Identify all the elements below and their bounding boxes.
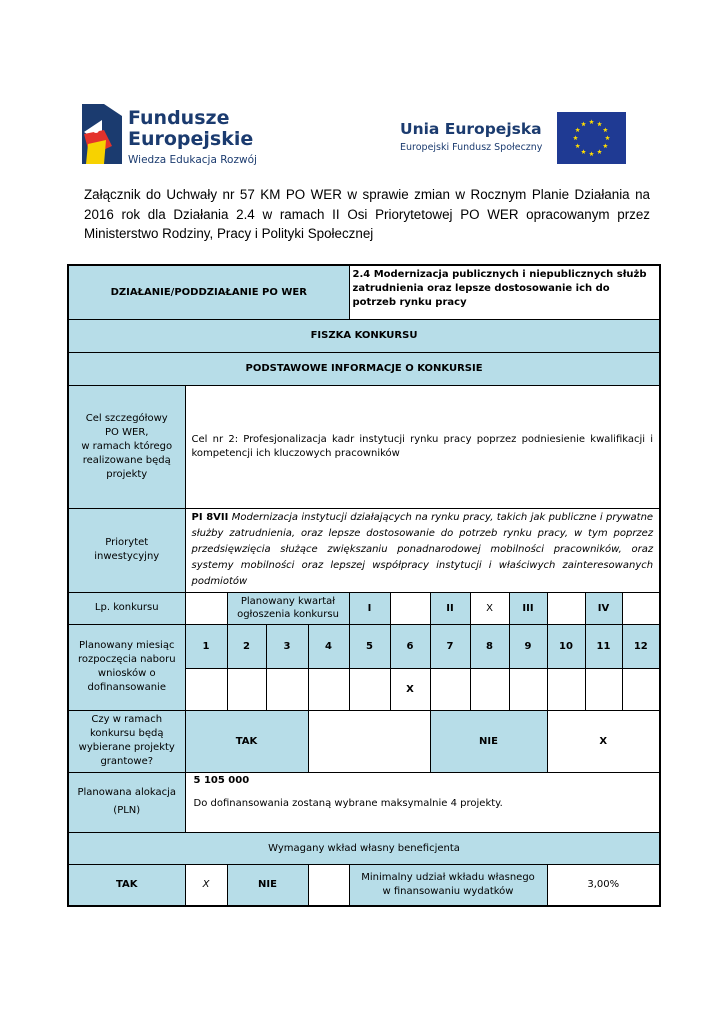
cel-label-line-2: PO WER, xyxy=(105,426,149,438)
kwartal-label: Planowany kwartał ogłoszenia konkursu xyxy=(227,592,349,624)
wklad-nie: NIE xyxy=(227,864,308,906)
month-12: 12 xyxy=(622,624,660,668)
miesiac-label: Planowany miesiąc rozpoczęcia naboru wniosków o dofinansowanie xyxy=(68,624,185,710)
cel-label-line-3: w ramach którego xyxy=(81,440,173,452)
month-1: 1 xyxy=(185,624,227,668)
kwartal-iv-value xyxy=(622,592,660,624)
alokacja-value xyxy=(185,772,660,832)
fe-logo-line-1: Fundusze xyxy=(128,107,230,129)
grantowe-tak: TAK xyxy=(185,710,308,772)
kwartal-ii-mark: X xyxy=(470,592,509,624)
kwartal-iv: IV xyxy=(585,592,622,624)
month-4: 4 xyxy=(308,624,349,668)
lp-konkursu-value xyxy=(185,592,227,624)
kwartal-ii: II xyxy=(430,592,470,624)
wklad-min-value: 3,00% xyxy=(547,864,660,906)
grantowe-nie-mark: X xyxy=(547,710,660,772)
month-9: 9 xyxy=(509,624,547,668)
wklad-wlasny-header: Wymagany wkład własny beneficjenta xyxy=(68,832,660,864)
priorytet-label xyxy=(68,508,185,592)
kwartal-iii: III xyxy=(509,592,547,624)
month-11-value xyxy=(585,668,622,710)
kwartal-iii-value xyxy=(547,592,585,624)
month-3: 3 xyxy=(266,624,308,668)
grantowe-nie: NIE xyxy=(430,710,547,772)
month-5: 5 xyxy=(349,624,390,668)
wklad-nie-value xyxy=(308,864,349,906)
month-2-value xyxy=(227,668,266,710)
grantowe-label: Czy w ramach konkursu będą wybierane projekty grantowe? xyxy=(68,710,185,772)
alokacja-label xyxy=(68,772,185,832)
lp-konkursu-label: Lp. konkursu xyxy=(68,592,185,624)
month-5-value xyxy=(349,668,390,710)
priorytet-label-line-2: inwestycyjny xyxy=(94,551,160,562)
ue-logo-line-1: Unia Europejska xyxy=(400,120,542,138)
competition-sheet-table xyxy=(67,264,661,907)
dzialanie-value: 2.4 Modernizacja publicznych i niepublicznych służb zatrudnienia oraz lepsze dostosowanie ich do potrzeb rynku pracy xyxy=(349,265,660,319)
cel-label-line-1: Cel szczegółowy xyxy=(85,412,168,424)
eu-flag-icon xyxy=(557,112,626,164)
month-8-value xyxy=(470,668,509,710)
kwartal-i: I xyxy=(349,592,390,624)
unia-europejska-logo xyxy=(400,112,626,164)
month-12-value xyxy=(622,668,660,710)
wklad-tak: TAK xyxy=(68,864,185,906)
fundusze-europejskie-mark-icon xyxy=(82,100,124,166)
podstawowe-informacje-header: PODSTAWOWE INFORMACJE O KONKURSIE xyxy=(68,352,660,385)
month-7-value xyxy=(430,668,470,710)
cel-label-line-4: realizowane będą xyxy=(82,454,171,466)
fe-logo-line-2: Europejskie xyxy=(128,128,254,150)
wklad-min-label-line-2: w finansowaniu wydatków xyxy=(382,885,514,897)
month-10: 10 xyxy=(547,624,585,668)
month-4-value xyxy=(308,668,349,710)
cel-label-line-5: projekty xyxy=(106,468,148,480)
month-6-mark: X xyxy=(390,668,430,710)
fundusze-europejskie-logo xyxy=(82,100,272,170)
ue-logo-line-2: Europejski Fundusz Społeczny xyxy=(400,142,543,153)
attachment-intro-text: Załącznik do Uchwały nr 57 KM PO WER w sprawie zmian w Rocznym Planie Działania na 2016 rok dla Działania 2.4 w ramach II Osi Priorytetowej PO WER opracowanym przez Ministerstwo Rodziny, Pracy i Polityki Społecznej xyxy=(84,187,650,241)
wklad-min-label xyxy=(349,864,547,906)
alokacja-label-line-2: (PLN) xyxy=(113,805,141,816)
fiszka-konkursu-header: FISZKA KONKURSU xyxy=(68,319,660,352)
month-3-value xyxy=(266,668,308,710)
fe-logo-line-3: Wiedza Edukacja Rozwój xyxy=(128,154,257,166)
month-2: 2 xyxy=(227,624,266,668)
month-10-value xyxy=(547,668,585,710)
priorytet-code: PI 8VII xyxy=(191,512,229,523)
month-8: 8 xyxy=(470,624,509,668)
priorytet-value xyxy=(185,508,660,592)
kwartal-i-value xyxy=(390,592,430,624)
month-1-value xyxy=(185,668,227,710)
month-7: 7 xyxy=(430,624,470,668)
grantowe-tak-value xyxy=(308,710,430,772)
priorytet-label-line-1: Priorytet xyxy=(105,537,149,548)
cel-szczegolowy-label xyxy=(68,385,185,508)
month-6: 6 xyxy=(390,624,430,668)
alokacja-label-line-1: Planowana alokacja xyxy=(77,787,176,798)
cel-szczegolowy-value: Cel nr 2: Profesjonalizacja kadr instytucji rynku pracy poprzez podniesienie kwalifikacji i kompetencji ich kluczowych pracowników xyxy=(185,385,660,508)
alokacja-amount: 5 105 000 xyxy=(193,774,250,786)
month-11: 11 xyxy=(585,624,622,668)
month-9-value xyxy=(509,668,547,710)
priorytet-text: Modernizacja instytucji działających na rynku pracy, takich jak publiczne i prywatne służby zatrudnienia, oraz lepsze dostosowanie do potrzeb rynku pracy, w tym poprzez przedsięwzięcia służące zwiększaniu ponadnarodowej mobilności pracowników, oraz systemy mobilności oraz lepszej współpracy instytucji i właściwych zainteresowanych podmiotów xyxy=(191,512,654,587)
dzialanie-label: DZIAŁANIE/PODDZIAŁANIE PO WER xyxy=(68,265,349,319)
wklad-min-label-line-1: Minimalny udział wkładu własnego xyxy=(361,871,535,883)
wklad-tak-mark: X xyxy=(185,864,227,906)
alokacja-note: Do dofinansowania zostaną wybrane maksymalnie 4 projekty. xyxy=(193,797,503,809)
